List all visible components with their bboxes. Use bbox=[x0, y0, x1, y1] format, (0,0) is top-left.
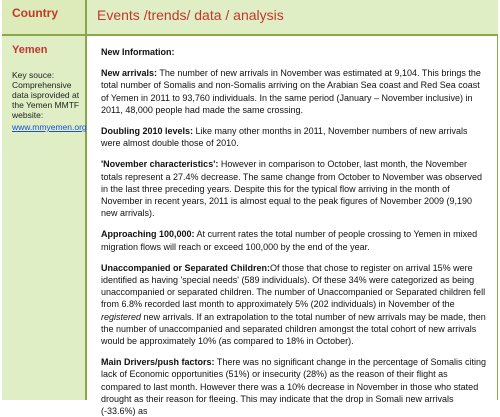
paragraph-text: The number of new arrivals in November was estimated at 9,104. This brings the total number of Somalis and non-Somalis arriving on the Arabian Sea coast and Red Sea coast of Yemen in 2011 to 93,760 individuals. In the same period (January – November inclusive) in 2011, 48,000 people had made the same crossing. bbox=[101, 68, 481, 115]
new-information-heading: New Information: bbox=[101, 47, 175, 57]
paragraph-approaching bbox=[101, 228, 487, 252]
paragraph-title: 'November characteristics': bbox=[101, 159, 219, 170]
paragraph-new-arrivals bbox=[101, 67, 487, 116]
paragraph-children bbox=[101, 262, 487, 347]
paragraph-text: Like many other months in 2011, November numbers of new arrivals were almost double those of 2010. bbox=[101, 126, 468, 149]
paragraph-title: Main Drivers/push factors: bbox=[101, 357, 215, 368]
paragraph-text: At current rates the total number of people crossing to Yemen in mixed migration flows will reach or exceed 100,000 by the end of the year. bbox=[101, 229, 478, 252]
paragraph-text: new arrivals. If an extrapolation to the total number of new arrivals may be made, then the number of unaccompanied and separated children amongst the total cohort of new arrivals would be approximately 10% (as compared to 18% in October). bbox=[101, 311, 486, 347]
paragraph-text: However in comparison to October, last month, the November totals represent a 27.4% decrease. The same change from October to November was observed in the last three preceding years. Despite this for the typical flow arriving in the month of November in recent years, 2011 is almost equal to the peak figures of November 2009 (9,190 new arrivals). bbox=[101, 159, 483, 219]
paragraph-drivers bbox=[101, 356, 487, 417]
paragraph-title: Doubling 2010 levels: bbox=[101, 126, 194, 137]
paragraph-text: There was no significant change in the percentage of Somalis citing lack of Economic opportunities (51%) or insecurity (28%) as the reason of their flight as compared to last month. However there was a 10% decrease in November in those who stated drought as their reason for fleeing. This may indicate that the drop in Somali new arrivals (-33.6%) as bbox=[101, 357, 487, 417]
source-link[interactable]: www.mmyemen.org bbox=[12, 122, 87, 132]
paragraph-title: Unaccompanied or Separated Children: bbox=[101, 262, 271, 273]
source-note: Key souce: Comprehensive data isprovided at the Yemen MMTF website: bbox=[12, 70, 80, 120]
country-cell bbox=[2, 36, 87, 400]
country-name: Yemen bbox=[12, 44, 48, 56]
paragraph-doubling bbox=[101, 125, 487, 149]
table-header bbox=[2, 0, 498, 36]
paragraph-title: Approaching 100,000: bbox=[101, 229, 195, 240]
paragraph-title: New arrivals: bbox=[101, 68, 158, 79]
events-column-header: Events /trends/ data / analysis bbox=[87, 0, 498, 34]
paragraph-text: Of those that chose to register on arrival 15% were identified as having 'special needs' (589 individuals). Of these 34% were categorized as being unaccompanied or separated children. The number of Unaccompanied or Separated children fell from 6.8% recorded last month to approximately 5% (202 individuals) in November of the bbox=[101, 262, 486, 310]
paragraph-november-characteristics bbox=[101, 158, 487, 219]
country-column-header: Country bbox=[2, 0, 87, 34]
analysis-cell bbox=[89, 36, 497, 417]
paragraph-italic: registered bbox=[101, 311, 142, 322]
